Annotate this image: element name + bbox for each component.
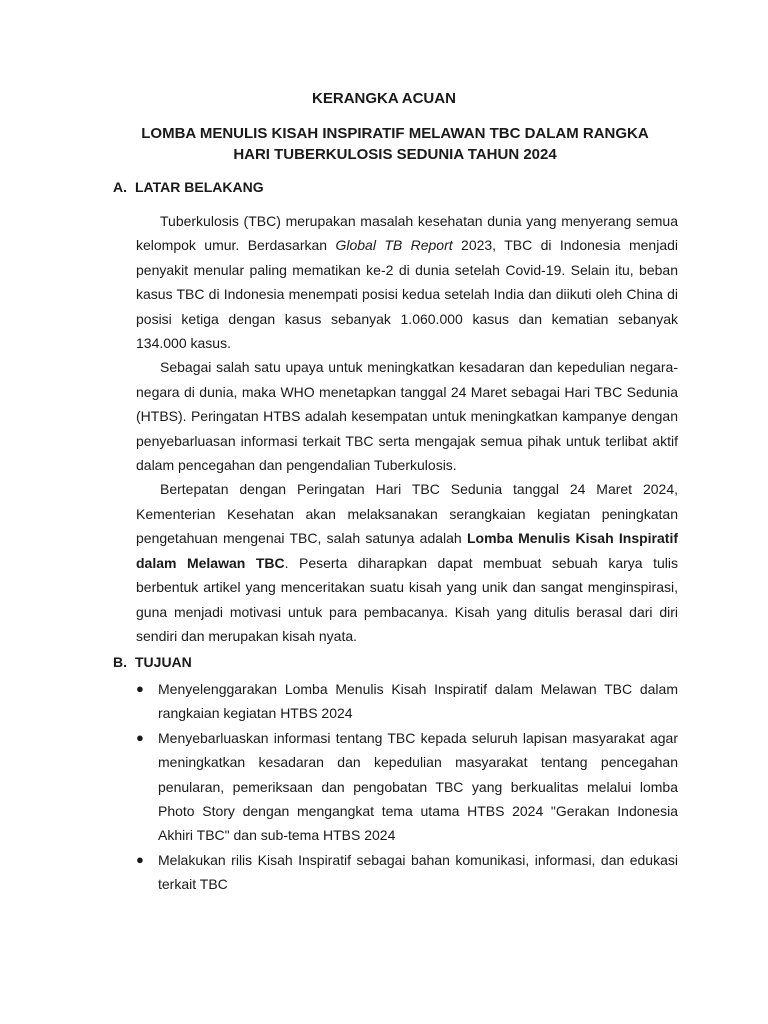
paragraph-3-text-b: . Peserta diharapkan dapat membuat sebuah karya tulis berbentuk artikel yang menceritakan suatu kisah yang unik dan sangat menginspirasi, guna menjadi motivasi untuk para pembacanya. Kisah yang ditulis berasal dari diri sendiri dan merupakan kisah nyata. — [136, 554, 678, 644]
section-a-letter: A. — [113, 179, 127, 195]
paragraph-1 — [136, 209, 678, 355]
bullet-icon: ● — [136, 851, 144, 867]
section-a-heading — [113, 179, 264, 195]
section-b-title: TUJUAN — [135, 654, 192, 670]
section-a-title: LATAR BELAKANG — [135, 179, 264, 195]
section-b-heading — [113, 654, 192, 670]
bullet-icon: ● — [136, 681, 144, 696]
paragraph-3 — [136, 477, 678, 648]
paragraph-3-text-a: Bertepatan dengan Peringatan Hari TBC Sedunia tanggal 24 Maret 2024, Kementerian Kesehatan akan melaksanakan serangkaian kegiatan peningkatan pengetahuan mengenai TBC, salah satunya adalah — [136, 481, 678, 547]
section-a-body — [136, 209, 678, 648]
bullet-icon: ● — [136, 729, 144, 745]
paragraph-1-text-b: 2023, TBC di Indonesia menjadi penyakit menular paling mematikan ke-2 di dunia setelah Covid-19. Selain itu, beban kasus TBC di Indonesia menempati posisi kedua setelah India dan diikuti oleh China di posisi ketiga dengan kasus sebanyak 1.060.000 kasus dan kematian sebanyak 134.000 kasus. — [136, 237, 678, 352]
list-item — [136, 726, 678, 848]
objectives-list — [136, 677, 678, 897]
paragraph-1-text-a: Tuberkulosis (TBC) merupakan masalah kesehatan dunia yang menyerang semua kelompok umur. Berdasarkan — [136, 213, 678, 254]
list-item-text: Melakukan rilis Kisah Inspiratif sebagai bahan komunikasi, informasi, dan edukasi terkait TBC — [158, 851, 678, 893]
list-item — [136, 677, 678, 726]
list-item — [136, 848, 678, 897]
document-title: KERANGKA ACUAN — [312, 90, 456, 107]
paragraph-2: Sebagai salah satu upaya untuk meningkatkan kesadaran dan kepedulian negara-negara di dunia, maka WHO menetapkan tanggal 24 Maret sebagai Hari TBC Sedunia (HTBS). Peringatan HTBS adalah kesempatan untuk meningkatkan kampanye dengan penyebarluasan informasi terkait TBC serta mengajak semua pihak untuk terlibat aktif dalam pencegahan dan pengendalian Tuberkulosis. — [136, 359, 678, 474]
list-item-text: Menyebarluaskan informasi tentang TBC kepada seluruh lapisan masyarakat agar meningkatkan kesadaran dan kepedulian masyarakat tentang pencegahan penularan, pemeriksaan dan pengobatan TBC yang berkualitas melalui lomba Photo Story dengan mengangkat tema utama HTBS 2024 "Gerakan Indonesia Akhiri TBC" dan sub-tema HTBS 2024 — [158, 729, 678, 844]
subtitle-line-1: LOMBA MENULIS KISAH INSPIRATIF MELAWAN TBC DALAM RANGKA — [141, 125, 649, 142]
section-b-letter: B. — [113, 654, 127, 670]
paragraph-3-bold: Lomba Menulis Kisah Inspiratif dalam Melawan TBC — [136, 530, 678, 571]
document-subtitle — [0, 123, 768, 165]
list-item-text: Menyelenggarakan Lomba Menulis Kisah Inspiratif dalam Melawan TBC dalam rangkaian kegiatan HTBS 2024 — [158, 681, 678, 722]
subtitle-line-2: HARI TUBERKULOSIS SEDUNIA TAHUN 2024 — [233, 146, 557, 163]
paragraph-1-italic: Global TB Report — [335, 237, 453, 254]
